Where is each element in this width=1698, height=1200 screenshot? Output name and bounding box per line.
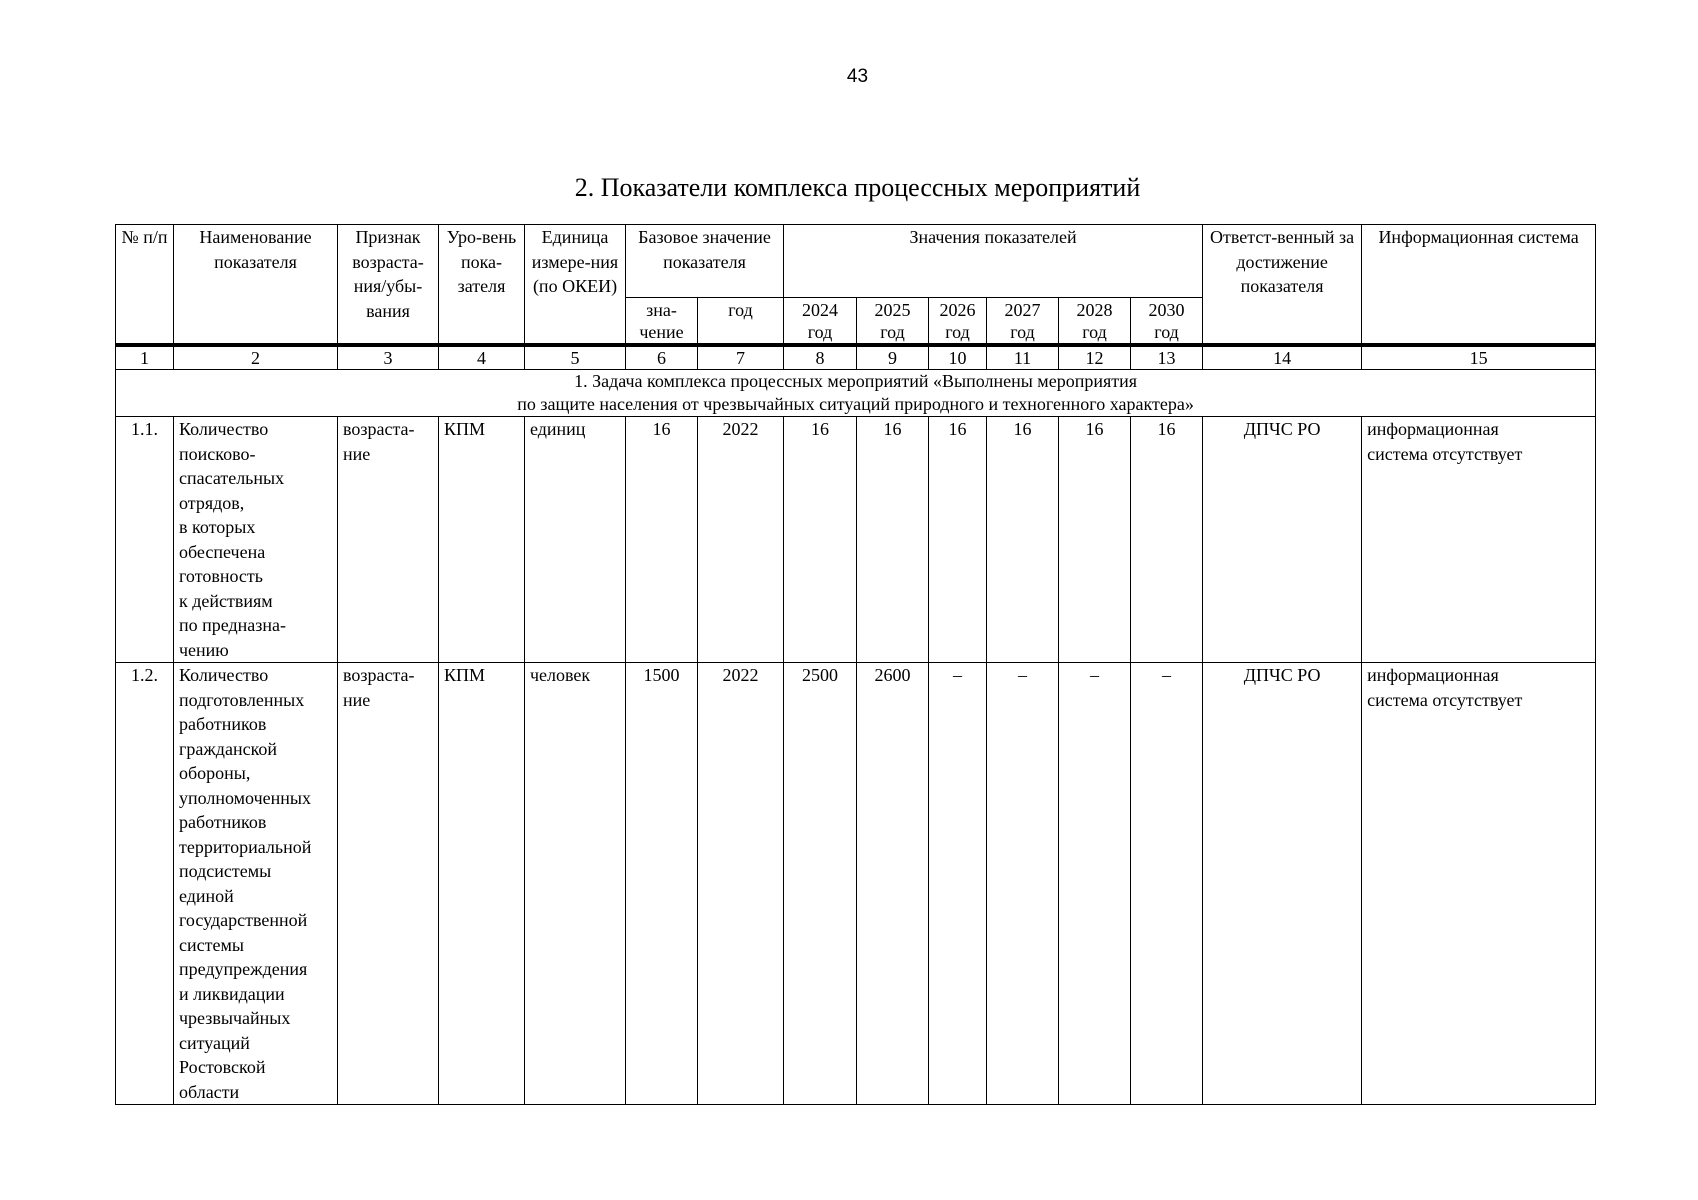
value-2024: 16: [784, 417, 857, 663]
base-value: 1500: [626, 663, 698, 1105]
column-number: 10: [929, 345, 987, 370]
indicator-name-line: единой: [179, 885, 234, 906]
indicator-name-line: Ростовской: [179, 1057, 266, 1077]
indicator-name-line: системы: [179, 934, 244, 955]
indicator-name-line: территориальной: [179, 836, 312, 857]
header-name: Наименование показателя: [174, 225, 338, 346]
column-number: 8: [784, 345, 857, 370]
header-responsible: Ответст-венный за достижение показателя: [1203, 225, 1362, 346]
indicator-name-line: Количество: [179, 665, 269, 685]
info-system: [1362, 417, 1596, 663]
header-year-2025: 2025 год: [857, 298, 929, 346]
info-system-line: информационная: [1367, 665, 1499, 685]
value-2026: –: [929, 663, 987, 1105]
section-heading: [116, 370, 1596, 417]
section-heading-line: по защите населения от чрезвычайных ситуаций природного и техногенного характера»: [517, 394, 1194, 414]
value-2028: –: [1059, 663, 1131, 1105]
value-2030: –: [1131, 663, 1203, 1105]
table-row: [116, 417, 1596, 663]
header-unit: Единица измере-ния (по ОКЕИ): [525, 225, 626, 346]
indicator-name-line: работников: [179, 812, 267, 832]
header-year-2027: 2027 год: [987, 298, 1059, 346]
column-number: 7: [698, 345, 784, 370]
section-heading-line: 1. Задача комплекса процессных мероприятий «Выполнены мероприятия: [574, 371, 1138, 391]
header-number: № п/п: [116, 225, 174, 346]
row-number: 1.2.: [116, 663, 174, 1105]
indicator-unit: единиц: [525, 417, 626, 663]
column-number: 11: [987, 345, 1059, 370]
section-heading-row: [116, 370, 1596, 417]
header-year-2030: 2030 год: [1131, 298, 1203, 346]
value-2028: 16: [1059, 417, 1131, 663]
indicator-name-line: готовность: [179, 566, 263, 586]
indicator-name-line: спасательных: [179, 468, 285, 488]
indicator-unit: человек: [525, 663, 626, 1105]
info-system-line: система отсутствует: [1367, 443, 1523, 464]
header-base-value: зна-чение: [626, 298, 698, 346]
indicator-sign: [338, 417, 439, 663]
column-number: 1: [116, 345, 174, 370]
indicator-level: КПМ: [439, 663, 525, 1105]
info-system-line: информационная: [1367, 419, 1499, 439]
value-2024: 2500: [784, 663, 857, 1105]
column-number: 14: [1203, 345, 1362, 370]
indicator-sign-line: возраста-: [343, 665, 415, 685]
indicator-name-line: в которых: [179, 517, 256, 537]
indicator-sign-line: ние: [343, 443, 371, 464]
indicators-table: [115, 224, 1596, 1105]
value-2030: 16: [1131, 417, 1203, 663]
row-number: 1.1.: [116, 417, 174, 663]
indicator-name-line: по предназна-: [179, 615, 287, 635]
header-info-system: Информационная система: [1362, 225, 1596, 346]
value-2025: 2600: [857, 663, 929, 1105]
column-number: 3: [338, 345, 439, 370]
indicator-name-line: государственной: [179, 910, 308, 930]
indicator-sign: [338, 663, 439, 1105]
value-2027: –: [987, 663, 1059, 1105]
indicator-name: [174, 663, 338, 1105]
indicator-name: [174, 417, 338, 663]
indicator-name-line: уполномоченных: [179, 787, 311, 808]
indicator-name-line: гражданской: [179, 738, 278, 759]
indicator-level: КПМ: [439, 417, 525, 663]
header-base: Базовое значение показателя: [626, 225, 784, 298]
responsible: ДПЧС РО: [1203, 663, 1362, 1105]
column-number: 13: [1131, 345, 1203, 370]
indicator-name-line: предупреждения: [179, 959, 308, 979]
header-year-2026: 2026 год: [929, 298, 987, 346]
column-number: 9: [857, 345, 929, 370]
info-system-line: система отсутствует: [1367, 689, 1523, 710]
base-year: 2022: [698, 663, 784, 1105]
value-2026: 16: [929, 417, 987, 663]
column-number-row: [116, 345, 1596, 370]
indicator-name-line: обеспечена: [179, 541, 266, 562]
page-title: 2. Показатели комплекса процессных мероприятий: [574, 173, 1141, 202]
indicator-name-line: Количество: [179, 419, 269, 439]
indicator-name-line: отрядов,: [179, 492, 245, 513]
indicator-name-line: области: [179, 1081, 240, 1102]
indicator-sign-line: ние: [343, 689, 371, 710]
column-number: 6: [626, 345, 698, 370]
column-number: 12: [1059, 345, 1131, 370]
indicator-name-line: и ликвидации: [179, 983, 285, 1004]
base-year: 2022: [698, 417, 784, 663]
indicator-name-line: поисково-: [179, 443, 256, 464]
indicator-name-line: ситуаций: [179, 1032, 250, 1053]
column-number: 4: [439, 345, 525, 370]
responsible: ДПЧС РО: [1203, 417, 1362, 663]
header-year-2024: 2024 год: [784, 298, 857, 346]
column-number: 5: [525, 345, 626, 370]
indicator-name-line: работников: [179, 714, 267, 734]
indicator-name-line: подготовленных: [179, 689, 305, 710]
indicator-name-line: подсистемы: [179, 861, 272, 881]
header-base-year: год: [698, 298, 784, 346]
value-2027: 16: [987, 417, 1059, 663]
indicator-name-line: чрезвычайных: [179, 1008, 291, 1028]
indicator-name-line: чению: [179, 639, 229, 660]
indicator-name-line: к действиям: [179, 590, 273, 611]
header-sign: Признак возраста-ния/убы-вания: [338, 225, 439, 346]
header-values: Значения показателей: [784, 225, 1203, 298]
header-year-2028: 2028 год: [1059, 298, 1131, 346]
indicator-sign-line: возраста-: [343, 419, 415, 439]
indicator-name-line: обороны,: [179, 763, 251, 783]
base-value: 16: [626, 417, 698, 663]
column-number: 15: [1362, 345, 1596, 370]
page-number: 43: [846, 66, 869, 87]
value-2025: 16: [857, 417, 929, 663]
info-system: [1362, 663, 1596, 1105]
table-row: [116, 663, 1596, 1105]
header-level: Уро-вень пока-зателя: [439, 225, 525, 346]
column-number: 2: [174, 345, 338, 370]
